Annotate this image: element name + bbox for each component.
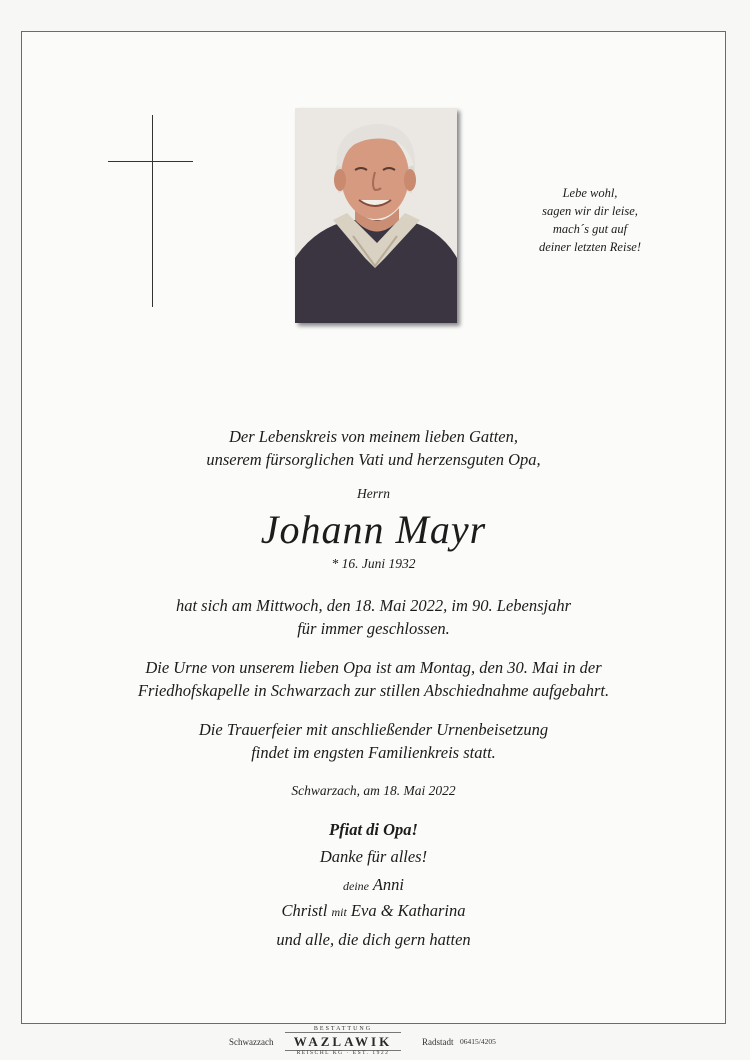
poem-line: deiner letzten Reise! (538, 240, 642, 254)
signer-name: Christl (281, 901, 328, 920)
footer (0, 1026, 750, 1060)
farewell: Pfiat di Opa! (329, 820, 418, 839)
birth-date: * 16. Juni 1932 (331, 556, 416, 571)
footer-logo-top: BESTATTUNG (313, 1026, 373, 1032)
ceremony-text-line: findet im engsten Familienkreis statt. (251, 743, 496, 762)
death-text-line: für immer geschlossen. (297, 619, 450, 638)
signer-connector: mit (331, 905, 347, 919)
poem (510, 184, 670, 256)
poem-line: Lebe wohl, (562, 186, 618, 200)
urn-text-line: Die Urne von unserem lieben Opa ist am Montag, den 30. Mai in der (145, 658, 602, 677)
intro-line: unserem fürsorglichen Vati und herzensguten Opa, (206, 450, 541, 469)
footer-right-city: Radstadt (422, 1037, 454, 1047)
poem-line: sagen wir dir leise, (542, 204, 638, 218)
footer-logo-sub: REISCHL KG · EST. 1922 (296, 1050, 390, 1056)
footer-logo: WAZLAWIK (293, 1034, 393, 1049)
intro-line: Der Lebenskreis von meinem lieben Gatten, (229, 427, 518, 446)
thanks: Danke für alles! (319, 847, 428, 866)
death-text-line: hat sich am Mittwoch, den 18. Mai 2022, im 90. Lebensjahr (175, 596, 572, 615)
signer-line-3: und alle, die dich gern hatten (276, 930, 471, 949)
ceremony-text-line: Die Trauerfeier mit anschließender Urnenbeisetzung (198, 720, 549, 739)
signer-name: Eva & Katharina (350, 901, 466, 920)
portrait-photo (295, 108, 457, 323)
signer-prefix: deine (343, 879, 369, 893)
salutation: Herrn (357, 486, 390, 501)
footer-logo-rule (285, 1032, 401, 1033)
cross-icon-bar (108, 161, 193, 162)
footer-phone: 06415/4205 (460, 1037, 496, 1046)
place-date: Schwarzach, am 18. Mai 2022 (291, 783, 456, 798)
signer-line-1 (21, 873, 726, 898)
signer-line-2 (21, 899, 726, 924)
signer-name: Anni (372, 875, 404, 894)
poem-line: mach´s gut auf (552, 222, 628, 236)
deceased-name: Johann Mayr (260, 507, 487, 552)
cross-icon (152, 115, 153, 307)
footer-left-city: Schwazzach (229, 1037, 274, 1047)
urn-text-line: Friedhofskapelle in Schwarzach zur stillen Abschiednahme aufgebahrt. (137, 681, 610, 700)
